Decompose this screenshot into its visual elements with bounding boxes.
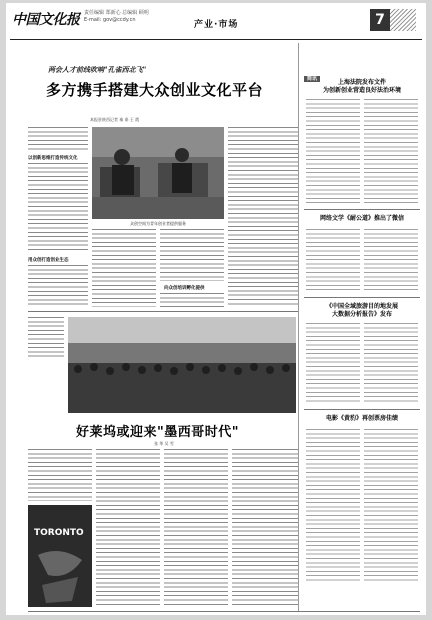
section-title: 产业·市场 <box>194 20 239 30</box>
right-story-2-text <box>306 229 360 291</box>
lead-text-block <box>28 127 88 151</box>
second-photo-image <box>68 317 296 413</box>
right-story-1-text <box>364 99 418 203</box>
lead-headline: 多方携手搭建大众创业文化平台 <box>46 81 264 99</box>
right-story-1-headline <box>304 79 420 95</box>
page-number-hatch <box>390 9 416 31</box>
lead-text-block <box>160 229 224 281</box>
right-story-2-text <box>364 229 418 291</box>
lead-photo-image <box>92 127 224 219</box>
right-story-1-line2: 为创新创业营造良好法治环境 <box>322 87 401 94</box>
right-story-3-line1: 《中国全域旅游目的地发展 <box>325 303 398 310</box>
second-text-block <box>28 449 92 501</box>
right-divider <box>304 409 420 410</box>
newspaper-logo: 中国文化报 <box>12 12 80 28</box>
second-headline: 好莱坞或迎来"墨西哥时代" <box>76 425 240 440</box>
right-story-3-text <box>364 323 418 403</box>
lead-text-block <box>28 265 88 307</box>
right-divider <box>304 209 420 210</box>
masthead-meta <box>84 10 194 24</box>
poster-photo <box>28 505 92 607</box>
lead-subhead-2: 用众创打造创业生态 <box>28 258 69 263</box>
right-story-4-text <box>306 429 360 583</box>
lead-text-block <box>92 229 156 307</box>
lead-text-block <box>160 293 224 307</box>
column-rule <box>298 43 299 611</box>
right-story-1-text <box>306 99 360 203</box>
lead-subhead-1: 以创新思维打造传统文化 <box>28 156 78 161</box>
right-story-2-headline: 网络文学《耐公道》推出了微信 <box>319 215 404 222</box>
lead-text-block <box>228 127 298 307</box>
masthead-meta-line1: 责任编辑 郑新心 总编辑 顾明 <box>84 10 149 16</box>
right-story-3-text <box>306 323 360 403</box>
poster-text: TORONTO <box>34 528 84 538</box>
page-bottom-rule <box>28 611 420 612</box>
second-byline: 张 华 吴 雪 <box>154 441 174 446</box>
photo-caption-text <box>28 317 64 359</box>
lead-kicker: 两会人才前线吹响"孔雀西北飞" <box>48 65 147 74</box>
lead-byline: 本报驻陕西记者 秦 泰 王 霞 <box>90 117 140 122</box>
second-text-block <box>164 449 228 607</box>
right-column-tag-label: 简讯 <box>304 76 320 82</box>
right-divider <box>304 297 420 298</box>
section-divider <box>28 311 298 312</box>
right-story-3-line2: 大数据分析报告》发布 <box>331 311 392 318</box>
lead-photo-caption: 众创空间为青年创业者提供服务 <box>130 221 186 226</box>
second-photo <box>68 317 296 413</box>
right-story-3-headline <box>304 303 420 319</box>
right-story-4-headline: 电影《黄豹》再创票房佳绩 <box>325 415 398 422</box>
lead-photo <box>92 127 224 219</box>
lead-text-block <box>28 163 88 253</box>
right-story-1-line1: 上海法院发布文件 <box>337 79 386 86</box>
lead-subhead-3: 向众创培训孵化提供 <box>164 286 205 291</box>
poster-photo-image <box>28 505 92 607</box>
masthead-meta-line2: E-mail: gov@ccdy.cn <box>84 17 136 23</box>
page-number: 7 <box>370 9 390 31</box>
newspaper-page <box>6 3 426 615</box>
second-text-block <box>96 449 160 607</box>
right-story-4-text <box>364 429 418 583</box>
second-text-block <box>232 449 298 607</box>
